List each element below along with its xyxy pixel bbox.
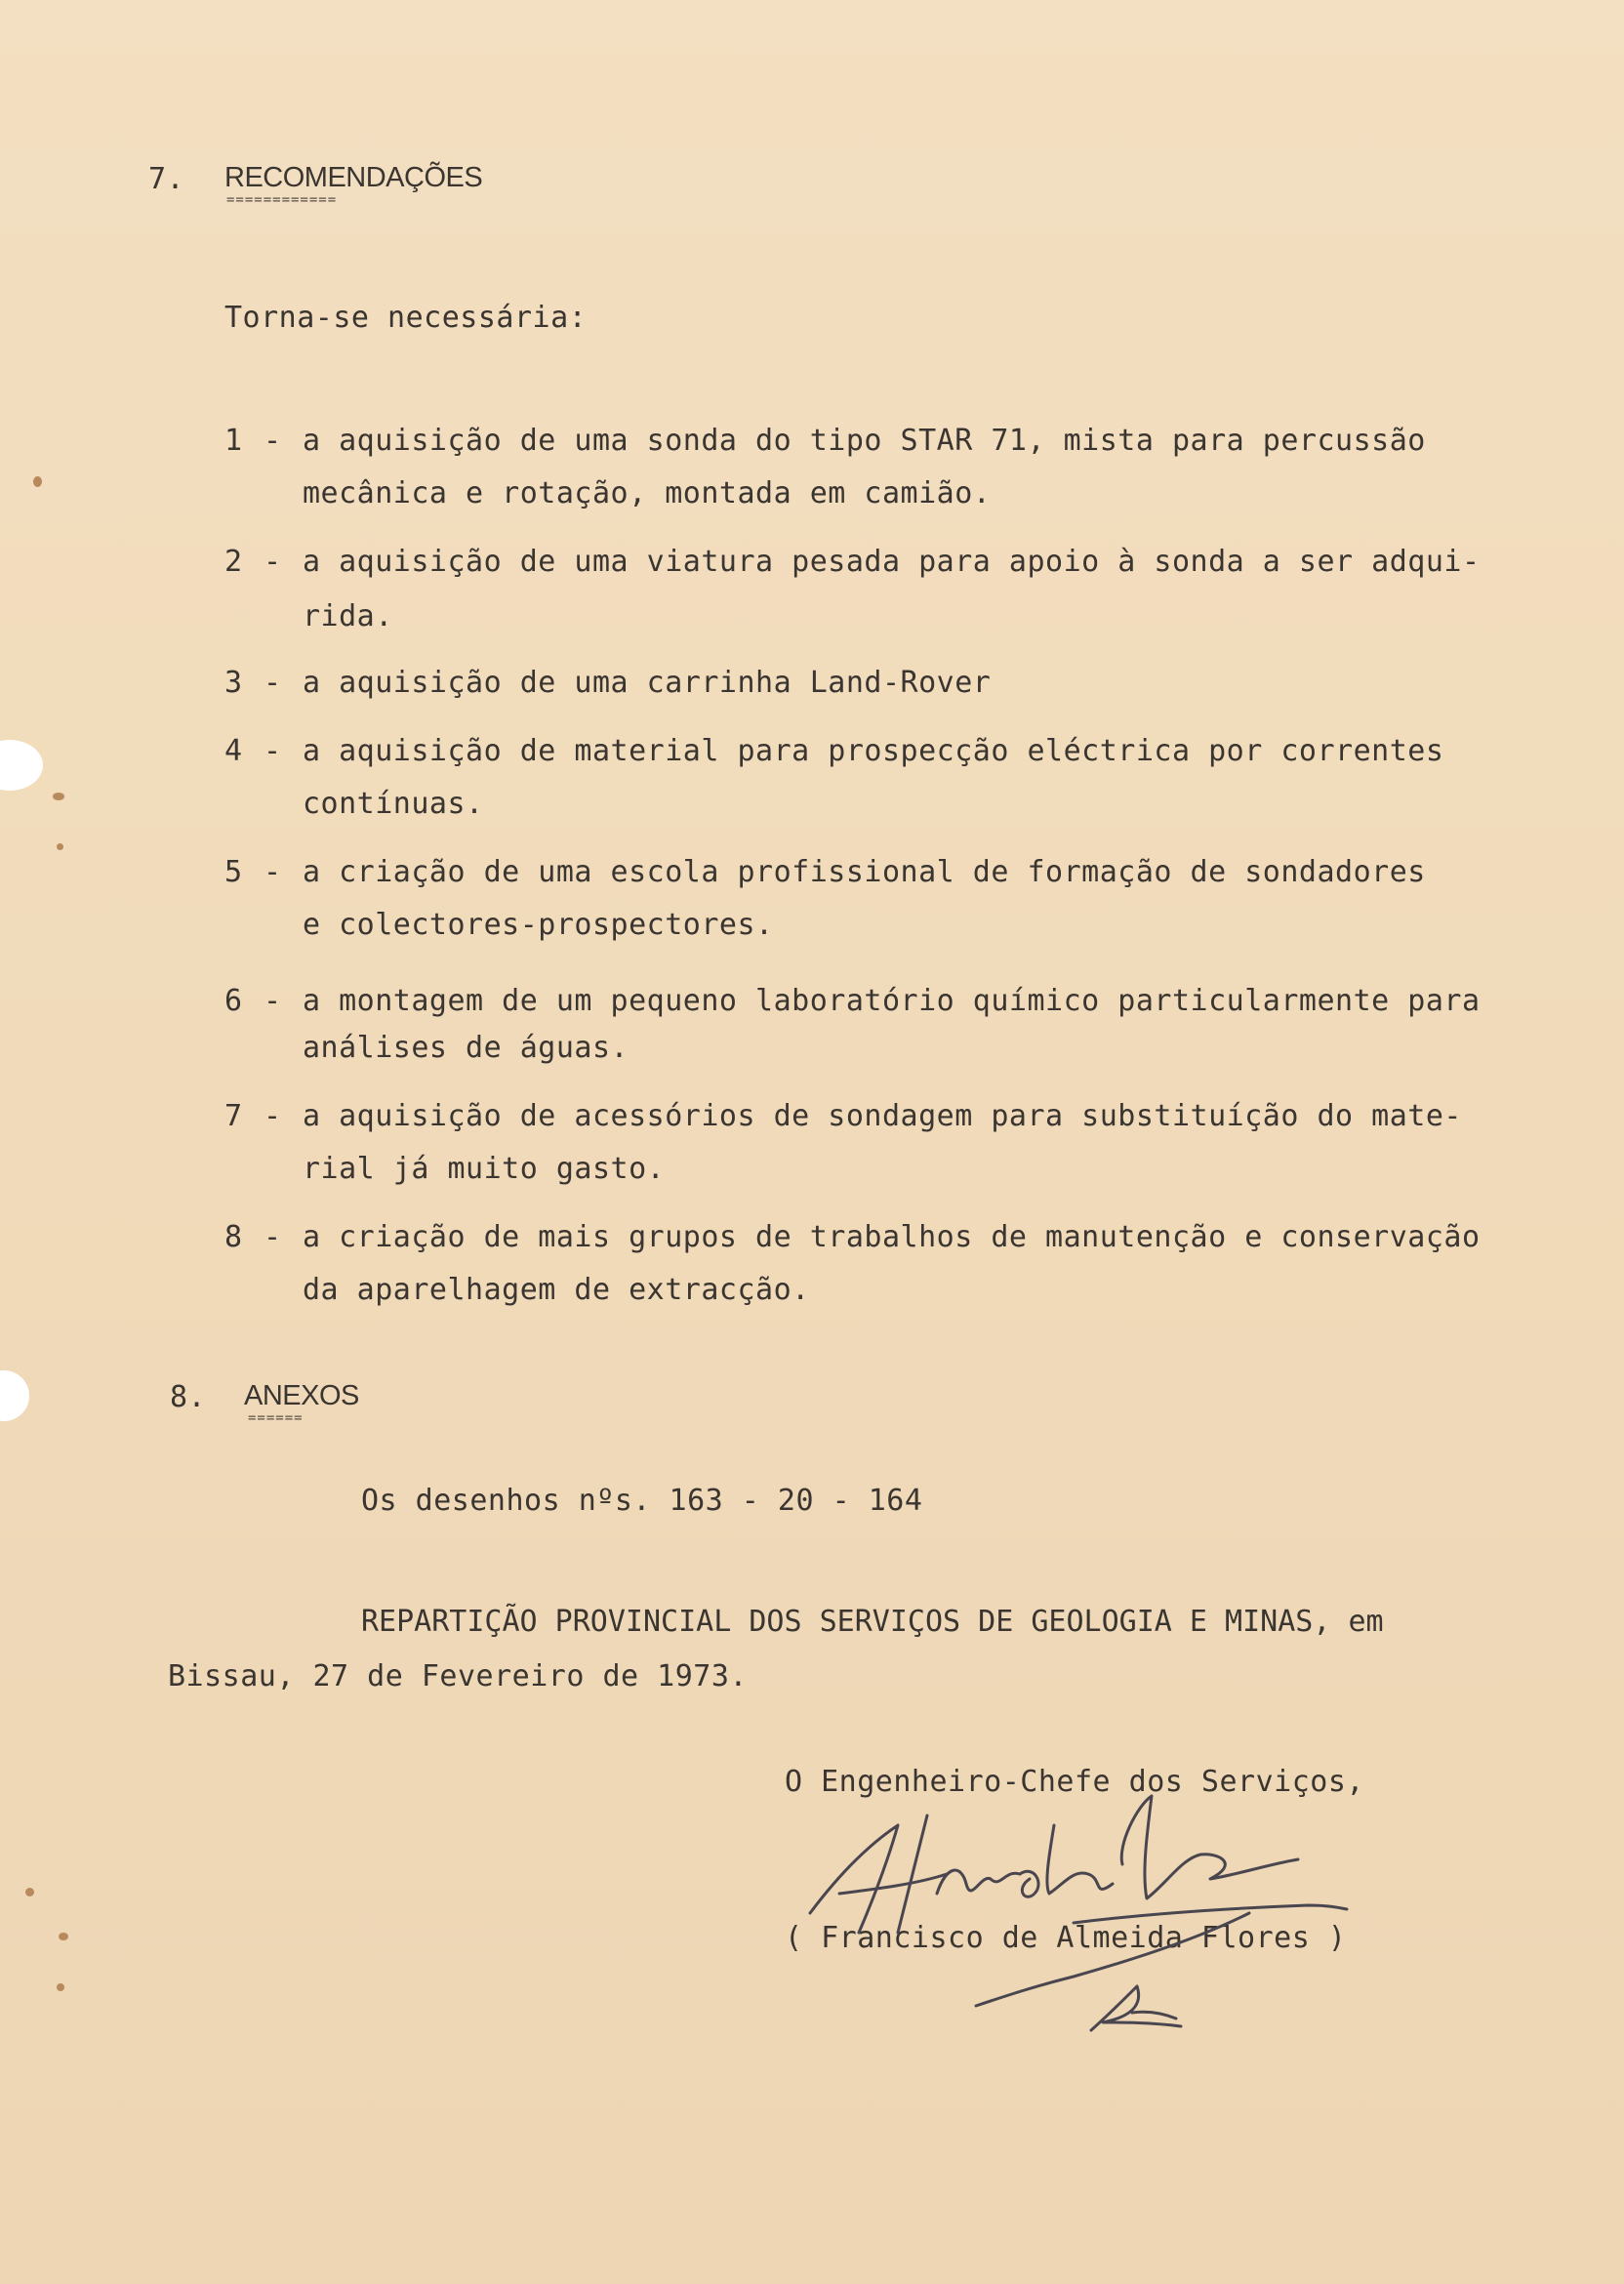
initials-mark <box>1083 1962 1200 2040</box>
section-7-title-double-underline: ============ <box>226 192 338 208</box>
item-line: mecânica e rotação, montada em camião. <box>303 476 992 510</box>
margin-mark <box>53 793 64 800</box>
section-7-intro: Torna-se necessária: <box>224 301 588 335</box>
item-number: 6 <box>224 984 243 1018</box>
item-line: a montagem de um pequeno laboratório químico particularmente para <box>303 984 1481 1018</box>
section-8-number: 8. <box>170 1380 207 1414</box>
item-line: e colectores-prospectores. <box>303 908 774 942</box>
section-7-title: RECOMENDAÇÕES <box>224 162 483 193</box>
item-line: rida. <box>303 599 393 633</box>
item-dash: - <box>264 666 282 700</box>
closing-line-2: Bissau, 27 de Fevereiro de 1973. <box>168 1659 748 1693</box>
item-number: 1 <box>224 424 243 458</box>
item-line: contínuas. <box>303 787 484 821</box>
item-line: rial já muito gasto. <box>303 1152 666 1186</box>
item-line: a aquisição de uma viatura pesada para apoio à sonda a ser adqui- <box>303 545 1481 579</box>
annex-drawings: Os desenhos nºs. 163 - 20 - 164 <box>361 1484 923 1518</box>
punch-hole-top <box>0 740 43 791</box>
section-8-title-double-underline: ====== <box>248 1410 304 1426</box>
margin-mark <box>57 1983 64 1991</box>
signature-role: O Engenheiro-Chefe dos Serviços, <box>785 1765 1364 1799</box>
item-number: 2 <box>224 545 243 579</box>
item-line: a criação de mais grupos de trabalhos de manutenção e conservação <box>303 1220 1481 1254</box>
item-dash: - <box>264 734 282 768</box>
margin-mark <box>59 1933 68 1940</box>
signature-name: ( Francisco de Almeida Flores ) <box>785 1921 1347 1955</box>
item-dash: - <box>264 1099 282 1133</box>
item-number: 3 <box>224 666 243 700</box>
item-line: a aquisição de uma sonda do tipo STAR 71, mista para percussão <box>303 424 1426 458</box>
item-line: análises de águas. <box>303 1031 629 1065</box>
margin-mark <box>57 843 63 850</box>
item-line: a aquisição de material para prospecção eléctrica por correntes <box>303 734 1444 768</box>
section-7-number: 7. <box>148 162 185 196</box>
section-8-title: ANEXOS <box>244 1380 359 1411</box>
punch-hole-middle <box>0 1370 29 1421</box>
margin-mark <box>33 476 42 487</box>
closing-line-1: REPARTIÇÃO PROVINCIAL DOS SERVIÇOS DE GEOLOGIA E MINAS, em <box>361 1605 1384 1639</box>
item-number: 5 <box>224 855 243 889</box>
item-number: 7 <box>224 1099 243 1133</box>
item-number: 4 <box>224 734 243 768</box>
item-line: a aquisição de uma carrinha Land-Rover <box>303 666 992 700</box>
margin-mark <box>25 1888 34 1897</box>
item-line: a aquisição de acessórios de sondagem para substituíção do mate- <box>303 1099 1462 1133</box>
item-line: da aparelhagem de extracção. <box>303 1273 810 1307</box>
item-dash: - <box>264 984 282 1018</box>
item-dash: - <box>264 1220 282 1254</box>
item-number: 8 <box>224 1220 243 1254</box>
item-dash: - <box>264 424 282 458</box>
item-dash: - <box>264 545 282 579</box>
item-dash: - <box>264 855 282 889</box>
item-line: a criação de uma escola profissional de formação de sondadores <box>303 855 1426 889</box>
